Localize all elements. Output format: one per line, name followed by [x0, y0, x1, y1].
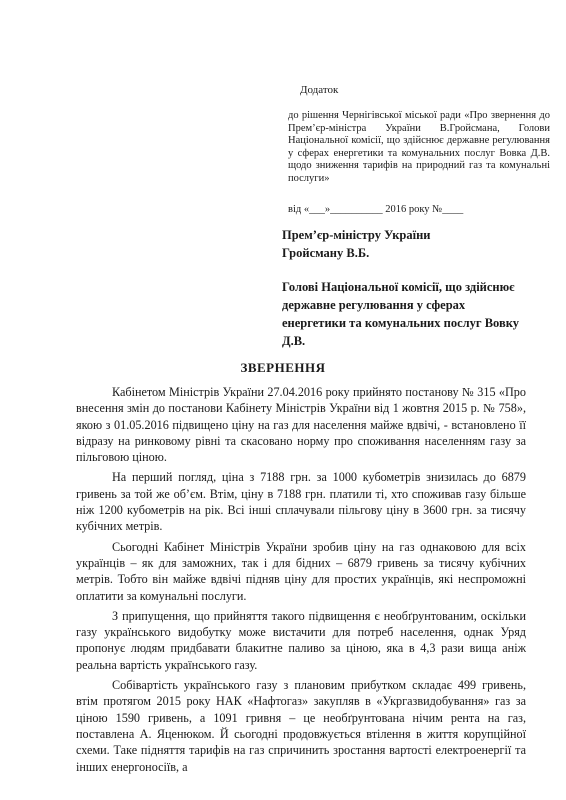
body-paragraph: З припущення, що прийняття такого підвищення є необґрунтованим, оскільки газу українського видобутку може вистачити для потреб населення, однак Уряд пропонує людям придбавати блакитне паливо за ціною, яка в 4,3 рази вища аніж реальна вартість українського газу.: [76, 608, 526, 672]
annex-description: до рішення Чернігівської міської ради «Про звернення до Прем’єр-міністра України В.Гройсмана, Голови Національної комісії, що здійснює державне регулювання у сферах енергетики та комунальних послуг Вовка Д.В. щодо зниження тарифів на природний газ та комунальні послуги»: [288, 110, 550, 184]
document-body: [76, 384, 526, 779]
document-title: ЗВЕРНЕННЯ: [240, 360, 326, 375]
annex-date-line: від «___»__________ 2016 року №____: [288, 204, 464, 215]
addressee-prime-minister: Прем’єр-міністру України Гройсману В.Б.: [282, 228, 431, 260]
body-paragraph: На перший погляд, ціна з 7188 грн. за 1000 кубометрів знизилась до 6879 гривень за той же об’єм. Втім, ціну в 7188 грн. платили ті, хто споживав газу більше ніж 1200 кубометрів на рік. Всі інші сплачували пільгову ціну в 3600 грн. за тисячу кубічних метрів.: [76, 470, 526, 534]
body-paragraph: Собівартість українського газу з плановим прибутком складає 499 гривень, втім протягом 2015 року НАК «Нафтогаз» закупляв в «Укргазвидобування» газ за ціною 1590 гривень, а 1091 гривня – це необґрунтована нічим рента на газ, поставлена А. Яценюком. Й сьогодні продовжується втілення в життя корупційної схеми. Таке підняття тарифів на газ спричинить зростання вартості електроенергії та інших енергоносіїв, а: [76, 678, 526, 774]
addressee-commission-head: Голові Національної комісії, що здійснює державне регулювання у сферах енергетики та комунальних послуг Вовку Д.В.: [282, 280, 519, 348]
body-paragraph: Кабінетом Міністрів України 27.04.2016 року прийнято постанову № 315 «Про внесення змін до постанови Кабінету Міністрів України від 1 жовтня 2015 р. № 758», якою з 01.05.2016 підвищено ціну на газ для населення майже вдвічі, - встановлено її відразу на ринковому рівні та скасовано норму про споживання населенням газу за пільговою ціною.: [76, 385, 526, 465]
body-paragraph: Сьогодні Кабінет Міністрів України зробив ціну на газ однаковою для всіх українців – як для заможних, так і для бідних – 6879 гривень за тисячу кубічних метрів. Тобто він майже вдвічі підняв ціну для простих українців, які неспроможні оплатити за комунальні послуги.: [76, 539, 526, 603]
annex-title: Додаток: [300, 84, 339, 96]
